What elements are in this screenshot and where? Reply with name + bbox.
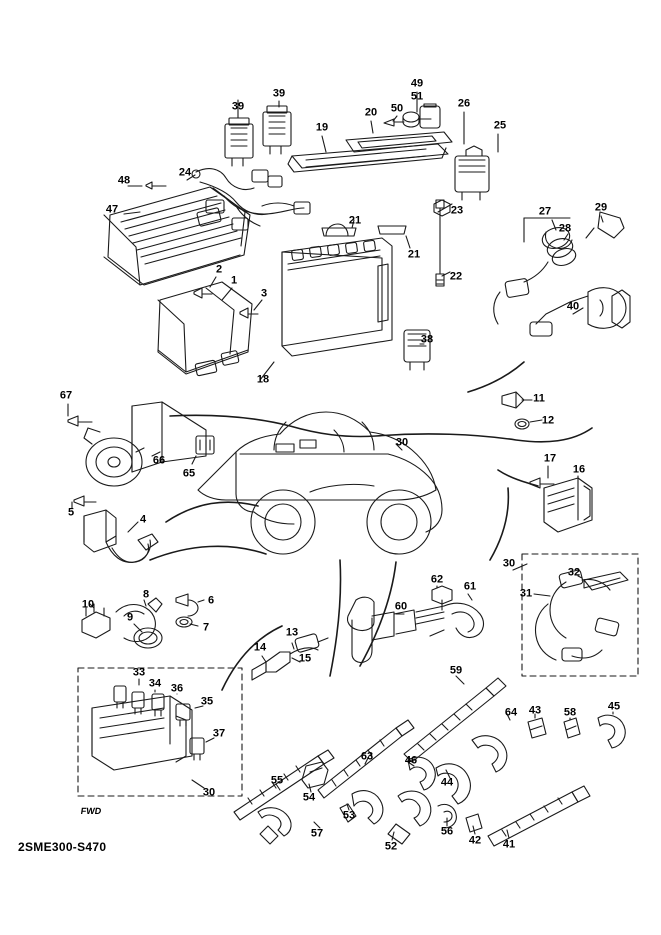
leader-61 <box>468 594 472 600</box>
callout-56: 56 <box>440 825 454 838</box>
callout-40: 40 <box>566 300 580 313</box>
leader-6 <box>198 600 204 602</box>
callout-12: 12 <box>541 414 555 427</box>
callout-60: 60 <box>394 600 408 613</box>
long-bolt-22 <box>436 200 444 286</box>
callout-30: 30 <box>202 786 216 799</box>
callout-20: 20 <box>364 106 378 119</box>
callout-50: 50 <box>390 102 404 115</box>
callout-5: 5 <box>67 506 75 519</box>
washer-7 <box>176 617 192 627</box>
sensor-6 <box>176 594 198 616</box>
clip-58 <box>564 718 580 738</box>
callout-64: 64 <box>504 706 518 719</box>
relay-39-b <box>263 106 291 154</box>
callout-8: 8 <box>142 588 150 601</box>
callout-14: 14 <box>253 641 267 654</box>
callout-42: 42 <box>468 834 482 847</box>
callout-55: 55 <box>270 774 284 787</box>
callout-58: 58 <box>563 706 577 719</box>
callout-65: 65 <box>182 467 196 480</box>
callout-4: 4 <box>139 513 147 526</box>
battery-post-21b <box>378 226 406 234</box>
callout-29: 29 <box>594 201 608 214</box>
leader-14 <box>262 656 266 662</box>
callout-33: 33 <box>132 666 146 679</box>
relay-39-a <box>225 118 253 166</box>
wire-harness-24 <box>192 169 310 230</box>
leader-4 <box>128 522 138 532</box>
callout-63: 63 <box>360 750 374 763</box>
leader-21b <box>406 236 410 248</box>
leader-8 <box>144 600 146 606</box>
leader-2 <box>210 277 216 287</box>
callout-39: 39 <box>272 87 286 100</box>
callout-49: 49 <box>410 77 424 90</box>
callout-27: 27 <box>538 205 552 218</box>
callout-11: 11 <box>533 392 545 405</box>
cable-tie-41 <box>488 786 590 846</box>
diagram-code: 2SME300-S470 <box>18 840 107 854</box>
ignition-coil-4 <box>84 510 158 562</box>
callout-24: 24 <box>178 166 192 179</box>
control-unit-1 <box>158 282 252 376</box>
callout-57: 57 <box>310 827 324 840</box>
ecu-unit-47 <box>104 187 250 285</box>
callout-61: 61 <box>463 580 477 593</box>
bolt-67 <box>68 416 92 426</box>
bolt-62 <box>432 586 452 610</box>
leader-41 <box>507 830 509 838</box>
key-29 <box>586 212 624 238</box>
leader-29 <box>601 216 603 222</box>
bolt-48 <box>146 182 166 189</box>
callout-25: 25 <box>493 119 507 132</box>
callout-1: 1 <box>230 274 238 287</box>
switch-40 <box>530 288 630 336</box>
leader-31 <box>534 594 550 596</box>
callout-48: 48 <box>117 174 131 187</box>
leader-47 <box>124 212 140 214</box>
leader-50 <box>393 116 397 121</box>
callout-44: 44 <box>440 776 454 789</box>
callout-62: 62 <box>430 573 444 586</box>
callout-2: 2 <box>215 263 223 276</box>
leader-19 <box>322 136 326 152</box>
callout-3: 3 <box>260 287 268 300</box>
clip-45 <box>598 715 625 748</box>
callout-36: 36 <box>170 682 184 695</box>
callout-15: 15 <box>298 652 312 665</box>
bolt-3 <box>240 308 258 318</box>
callout-18: 18 <box>256 373 270 386</box>
fuse-box-30 <box>92 696 192 770</box>
cable-13 <box>252 633 328 680</box>
oring-12 <box>515 419 529 429</box>
bracket-65 <box>132 402 214 472</box>
bolt-5 <box>74 496 96 506</box>
callout-10: 10 <box>81 598 95 611</box>
callout-51: 51 <box>410 90 424 103</box>
callout-34: 34 <box>148 677 162 690</box>
callout-67: 67 <box>59 389 73 402</box>
cover-32 <box>584 572 628 590</box>
callout-37: 37 <box>212 727 226 740</box>
callout-53: 53 <box>342 809 356 822</box>
callout-22: 22 <box>449 270 463 283</box>
callout-30: 30 <box>502 557 516 570</box>
callout-19: 19 <box>315 121 329 134</box>
battery-terminal-21a <box>326 224 348 236</box>
callout-31: 31 <box>519 587 533 600</box>
callout-13: 13 <box>285 626 299 639</box>
clamp-52 <box>388 791 431 844</box>
relay-25 <box>455 146 489 200</box>
callout-39: 39 <box>231 100 245 113</box>
leader-12 <box>530 420 542 422</box>
clamp-54 <box>302 762 328 788</box>
callout-30: 30 <box>395 436 409 449</box>
leader-20 <box>371 121 373 133</box>
callout-16: 16 <box>572 463 586 476</box>
callout-66: 66 <box>152 454 166 467</box>
leader-13 <box>292 643 294 649</box>
routing-lines <box>150 362 592 690</box>
callout-17: 17 <box>543 452 557 465</box>
callout-6: 6 <box>207 594 215 607</box>
cable-tie-59 <box>404 678 506 762</box>
battery-band-20 <box>346 132 452 152</box>
callout-38: 38 <box>420 333 434 346</box>
callout-21: 21 <box>348 214 362 227</box>
leader-1 <box>222 288 232 300</box>
callout-7: 7 <box>202 621 210 634</box>
callout-35: 35 <box>200 695 214 708</box>
clamp-64 <box>472 736 507 772</box>
part-11 <box>502 392 524 408</box>
callout-43: 43 <box>528 704 542 717</box>
callout-23: 23 <box>450 204 464 217</box>
battery-18 <box>282 238 392 356</box>
horn-66 <box>84 428 144 486</box>
leader-59 <box>456 676 464 684</box>
clip-43 <box>528 718 546 738</box>
callout-41: 41 <box>502 838 516 851</box>
callout-52: 52 <box>384 840 398 853</box>
fwd-direction-label: FWD <box>80 806 102 816</box>
callout-9: 9 <box>126 611 134 624</box>
clamp-57 <box>258 808 291 844</box>
callout-26: 26 <box>457 97 471 110</box>
callout-54: 54 <box>302 791 316 804</box>
callout-45: 45 <box>607 700 621 713</box>
rectifier-16 <box>544 478 592 532</box>
callout-21: 21 <box>407 248 421 261</box>
wrench-61 <box>430 603 483 637</box>
callout-32: 32 <box>567 566 581 579</box>
callout-59: 59 <box>449 664 463 677</box>
callout-28: 28 <box>558 222 572 235</box>
callout-47: 47 <box>105 203 119 216</box>
callout-46: 46 <box>404 754 418 767</box>
leader-52 <box>392 832 394 840</box>
harness-31 <box>536 566 620 661</box>
leader-3 <box>254 300 262 310</box>
battery-band-19 <box>288 144 448 172</box>
